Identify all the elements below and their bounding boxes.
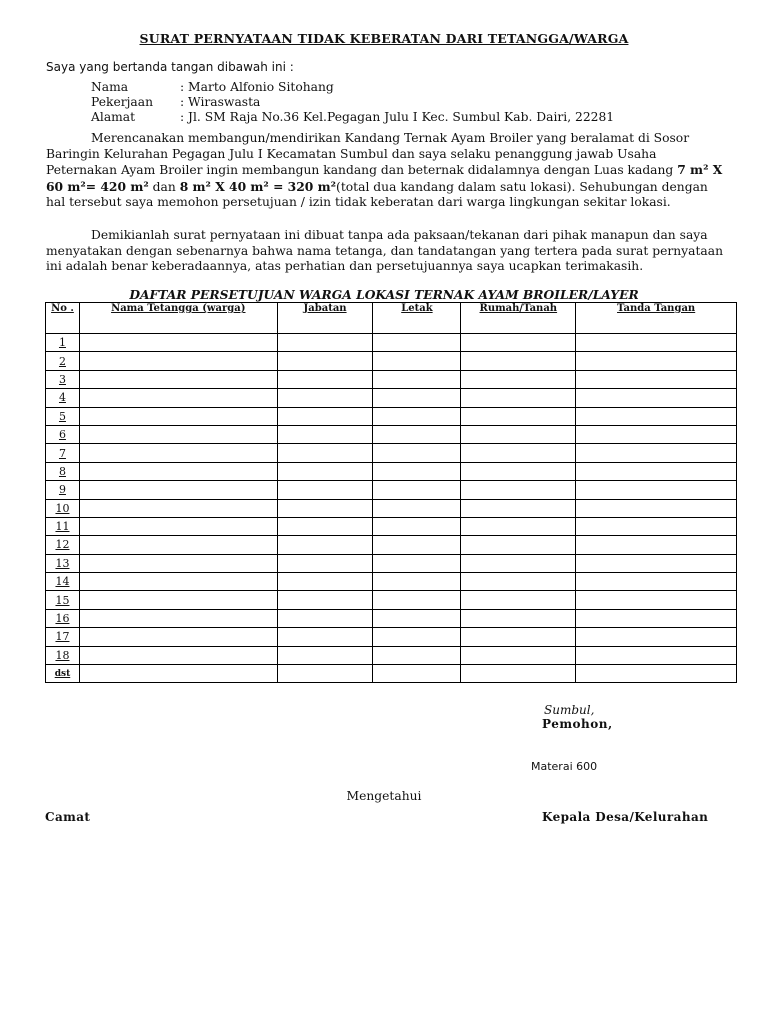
paragraph-closing: Demikianlah surat pernyataan ini dibuat tanpa ada paksaan/tekanan dari pihak manapun dan saya menyatakan dengan sebenarnya bahwa nama tetanga, dan tandatangan yang tertera pada surat pernyataan ini adalah benar keberadaannya, atas perhatian dan persetujuannya saya ucapkan terimakasih. — [46, 228, 723, 273]
row-number: 18 — [46, 646, 80, 664]
place-label: Sumbul, — [544, 703, 595, 717]
table-cell — [576, 646, 737, 664]
table-cell — [79, 389, 277, 407]
table-cell — [576, 352, 737, 370]
table-cell — [576, 481, 737, 499]
table-cell — [576, 554, 737, 572]
identity-fields — [91, 80, 614, 125]
table-cell — [277, 646, 373, 664]
table-cell — [277, 481, 373, 499]
table-cell — [461, 517, 576, 535]
table-row — [46, 462, 737, 480]
table-cell — [576, 370, 737, 388]
table-cell — [373, 334, 461, 352]
table-cell — [461, 573, 576, 591]
table-cell — [79, 444, 277, 462]
table-cell — [277, 609, 373, 627]
table-cell — [576, 517, 737, 535]
row-number: dst — [46, 665, 80, 683]
table-cell — [79, 334, 277, 352]
table-cell — [79, 499, 277, 517]
row-number: 16 — [46, 609, 80, 627]
table-row — [46, 499, 737, 517]
table-row — [46, 407, 737, 425]
table-cell — [277, 628, 373, 646]
area-one: 7 m² X 60 m²= 420 m² — [46, 162, 723, 194]
row-number: 6 — [46, 425, 80, 443]
table-cell — [461, 389, 576, 407]
table-cell — [461, 407, 576, 425]
row-number: 14 — [46, 573, 80, 591]
table-cell — [461, 554, 576, 572]
table-cell — [576, 389, 737, 407]
field-value: : Wiraswasta — [180, 95, 261, 109]
stamp-label: Materai 600 — [531, 760, 598, 773]
approval-table — [45, 302, 737, 683]
table-cell — [79, 462, 277, 480]
table-cell — [79, 407, 277, 425]
table-cell — [461, 481, 576, 499]
table-cell — [576, 591, 737, 609]
row-number: 10 — [46, 499, 80, 517]
table-cell — [373, 389, 461, 407]
table-row — [46, 425, 737, 443]
table-cell — [277, 591, 373, 609]
table-cell — [576, 573, 737, 591]
right-signer: Kepala Desa/Kelurahan — [542, 810, 709, 824]
table-cell — [576, 425, 737, 443]
paragraph-text: (total dua kandang dalam satu lokasi). Sehubungan dengan hal tersebut saya memohon persetujuan / izin tidak keberatan dari warga lingkungan sekitar lokasi. — [46, 179, 708, 209]
table-cell — [79, 609, 277, 627]
table-cell — [576, 334, 737, 352]
applicant-label: Pemohon, — [542, 717, 613, 731]
table-row — [46, 481, 737, 499]
table-row — [46, 370, 737, 388]
table-cell — [576, 536, 737, 554]
header-position: Jabatan — [277, 303, 373, 334]
table-row — [46, 517, 737, 535]
table-row — [46, 609, 737, 627]
row-number: 2 — [46, 352, 80, 370]
table-row — [46, 352, 737, 370]
table-cell — [277, 389, 373, 407]
table-cell — [373, 499, 461, 517]
table-cell — [461, 444, 576, 462]
header-house-land: Rumah/Tanah — [461, 303, 576, 334]
document-title: SURAT PERNYATAAN TIDAK KEBERATAN DARI TETANGGA/WARGA — [139, 31, 629, 46]
table-cell — [277, 536, 373, 554]
table-cell — [277, 499, 373, 517]
field-row-pekerjaan — [91, 95, 614, 110]
table-cell — [461, 628, 576, 646]
table-cell — [576, 462, 737, 480]
table-cell — [373, 554, 461, 572]
table-cell — [277, 425, 373, 443]
table-cell — [79, 352, 277, 370]
table-body — [46, 334, 737, 683]
table-cell — [79, 481, 277, 499]
row-number: 9 — [46, 481, 80, 499]
table-cell — [277, 352, 373, 370]
row-number: 3 — [46, 370, 80, 388]
table-row — [46, 628, 737, 646]
table-cell — [277, 573, 373, 591]
paragraph-text: dan — [148, 179, 180, 194]
header-no: No . — [46, 303, 80, 334]
table-row — [46, 389, 737, 407]
row-number: 17 — [46, 628, 80, 646]
field-value: : Marto Alfonio Sitohang — [180, 80, 334, 94]
table-cell — [576, 407, 737, 425]
table-cell — [576, 628, 737, 646]
table-cell — [373, 370, 461, 388]
table-row — [46, 444, 737, 462]
row-number: 11 — [46, 517, 80, 535]
table-row — [46, 554, 737, 572]
table-row — [46, 646, 737, 664]
table-cell — [373, 573, 461, 591]
field-label: Pekerjaan — [91, 95, 154, 109]
table-cell — [461, 591, 576, 609]
row-number: 8 — [46, 462, 80, 480]
field-row-alamat — [91, 110, 614, 125]
table-cell — [461, 425, 576, 443]
table-cell — [461, 499, 576, 517]
table-cell — [79, 370, 277, 388]
table-cell — [79, 536, 277, 554]
table-cell — [461, 536, 576, 554]
table-cell — [373, 628, 461, 646]
table-cell — [373, 536, 461, 554]
table-cell — [373, 646, 461, 664]
table-cell — [277, 462, 373, 480]
table-cell — [373, 425, 461, 443]
table-row — [46, 536, 737, 554]
table-cell — [277, 554, 373, 572]
row-number: 4 — [46, 389, 80, 407]
table-row — [46, 573, 737, 591]
row-number: 5 — [46, 407, 80, 425]
header-location: Letak — [373, 303, 461, 334]
table-cell — [79, 573, 277, 591]
row-number: 1 — [46, 334, 80, 352]
table-title: DAFTAR PERSETUJUAN WARGA LOKASI TERNAK AYAM BROILER/LAYER — [129, 287, 639, 302]
table-cell — [79, 554, 277, 572]
area-two: 8 m² X 40 m² = 320 m² — [179, 178, 337, 194]
table-cell — [576, 609, 737, 627]
table-cell — [79, 591, 277, 609]
row-number: 15 — [46, 591, 80, 609]
table-row — [46, 665, 737, 683]
table-cell — [461, 646, 576, 664]
table-cell — [373, 352, 461, 370]
table-cell — [461, 352, 576, 370]
table-cell — [373, 517, 461, 535]
table-row — [46, 591, 737, 609]
row-number: 13 — [46, 554, 80, 572]
row-number: 12 — [46, 536, 80, 554]
table-header-row — [46, 303, 737, 334]
left-signer: Camat — [45, 810, 91, 824]
table-cell — [461, 665, 576, 683]
table-cell — [277, 444, 373, 462]
table-cell — [373, 444, 461, 462]
row-number: 7 — [46, 444, 80, 462]
acknowledged-label: Mengetahui — [346, 789, 422, 803]
table-cell — [373, 407, 461, 425]
table-cell — [373, 609, 461, 627]
table-cell — [277, 517, 373, 535]
table-cell — [79, 665, 277, 683]
table-cell — [277, 665, 373, 683]
field-value: : Jl. SM Raja No.36 Kel.Pegagan Julu I Kec. Sumbul Kab. Dairi, 22281 — [180, 110, 615, 124]
table-cell — [277, 334, 373, 352]
header-name: Nama Tetangga (warga) — [79, 303, 277, 334]
field-row-nama — [91, 80, 614, 95]
field-label: Alamat — [91, 110, 136, 124]
table-cell — [373, 462, 461, 480]
field-label: Nama — [91, 80, 129, 94]
table-cell — [461, 334, 576, 352]
table-cell — [576, 444, 737, 462]
table-cell — [79, 425, 277, 443]
table-cell — [277, 370, 373, 388]
table-cell — [373, 591, 461, 609]
table-cell — [461, 609, 576, 627]
table-cell — [461, 462, 576, 480]
table-cell — [461, 370, 576, 388]
paragraph-text: Merencanakan membangun/mendirikan Kandang Ternak Ayam Broiler yang beralamat di Sosor Baringin Kelurahan Pegagan Julu I Kecamatan Sumbul dan saya selaku penanggung jawab Usaha Peternakan Ayam Broiler ingin membangun kandang dan beternak didalamnya dengan Luas kadang — [46, 131, 690, 177]
table-cell — [576, 665, 737, 683]
table-cell — [373, 481, 461, 499]
table-row — [46, 334, 737, 352]
header-signature: Tanda Tangan — [576, 303, 737, 334]
table-cell — [576, 499, 737, 517]
table-cell — [373, 665, 461, 683]
intro-text: Saya yang bertanda tangan dibawah ini : — [46, 60, 294, 74]
paragraph-purpose — [46, 131, 726, 211]
table-cell — [79, 517, 277, 535]
table-cell — [277, 407, 373, 425]
table-cell — [79, 646, 277, 664]
table-cell — [79, 628, 277, 646]
